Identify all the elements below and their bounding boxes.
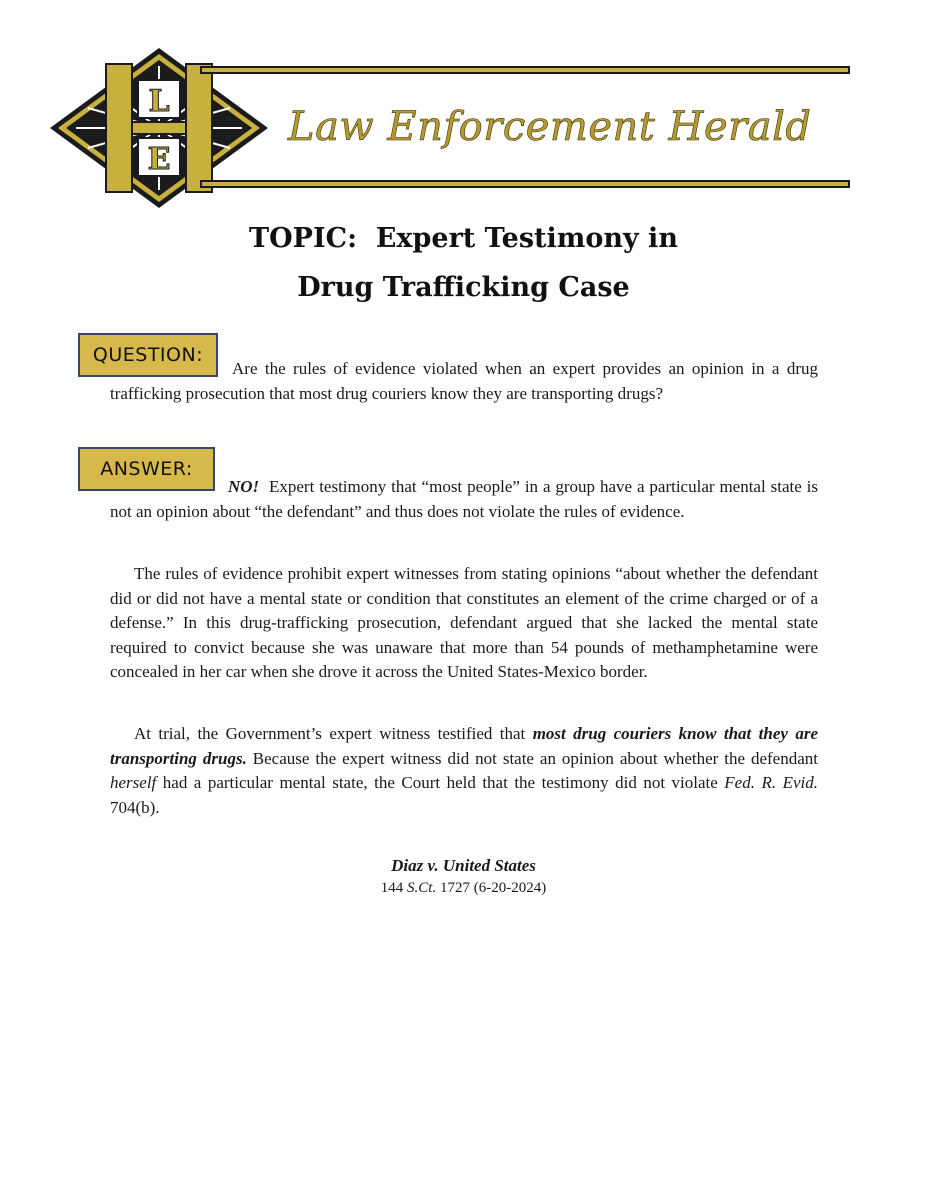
trial-emphasis-herself: herself	[110, 773, 157, 792]
masthead-rule-top	[200, 66, 850, 74]
topic-line-1: TOPIC: Expert Testimony in	[249, 223, 678, 254]
logo-letter-l: L	[148, 84, 170, 119]
question-tag: QUESTION:	[78, 333, 218, 377]
trial-emphasis-couriers: most drug couriers know that they are transporting drugs.	[110, 724, 818, 768]
trial-text-1: At trial, the Government’s expert witness testified that	[134, 724, 533, 743]
trial-text-2: Because the expert witness did not state an opinion about whether the defendant	[246, 748, 818, 768]
answer-verdict: NO!	[228, 477, 260, 496]
topic-heading	[0, 214, 927, 312]
reporter-volume: 144	[380, 880, 404, 896]
reporter-page-date: 1727 (6-20-2024)	[439, 880, 547, 896]
answer-tag: ANSWER:	[78, 447, 215, 491]
reporter-name: S.Ct.	[407, 880, 437, 896]
answer-text	[110, 475, 818, 524]
question-text	[110, 357, 818, 406]
case-reporter	[0, 877, 927, 899]
trial-text-3: had a particular mental state, the Court held that the testimony did not violate	[156, 773, 725, 792]
paragraph-trial	[110, 722, 818, 820]
topic-line-2: Drug Trafficking Case	[297, 272, 630, 303]
trial-emphasis-rule: Fed. R. Evid.	[724, 773, 818, 792]
case-citation	[0, 855, 927, 899]
masthead-rule-bottom	[200, 180, 850, 188]
question-body: Are the rules of evidence violated when an expert provides an opinion in a drug trafficking prosecution that most drug couriers know they are transporting drugs?	[110, 359, 818, 403]
answer-body: Expert testimony that “most people” in a group have a particular mental state is not an opinion about “the defendant” and thus does not violate the rules of evidence.	[110, 477, 818, 521]
masthead-title: Law Enforcement Herald	[288, 104, 812, 150]
logo-letter-e: E	[147, 142, 171, 177]
trial-text-4: 704(b).	[110, 797, 160, 817]
case-name: Diaz v. United States	[391, 856, 536, 875]
paragraph-rules: The rules of evidence prohibit expert witnesses from stating opinions “about whether the defendant did or did not have a mental state or condition that constitutes an element of the crime charged or of a defense.” In this drug-trafficking prosecution, defendant argued that she lacked the mental state required to convict because she was unaware that more than 54 pounds of methamphetamine were concealed in her car when she drove it across the United States-Mexico border.	[110, 564, 818, 681]
